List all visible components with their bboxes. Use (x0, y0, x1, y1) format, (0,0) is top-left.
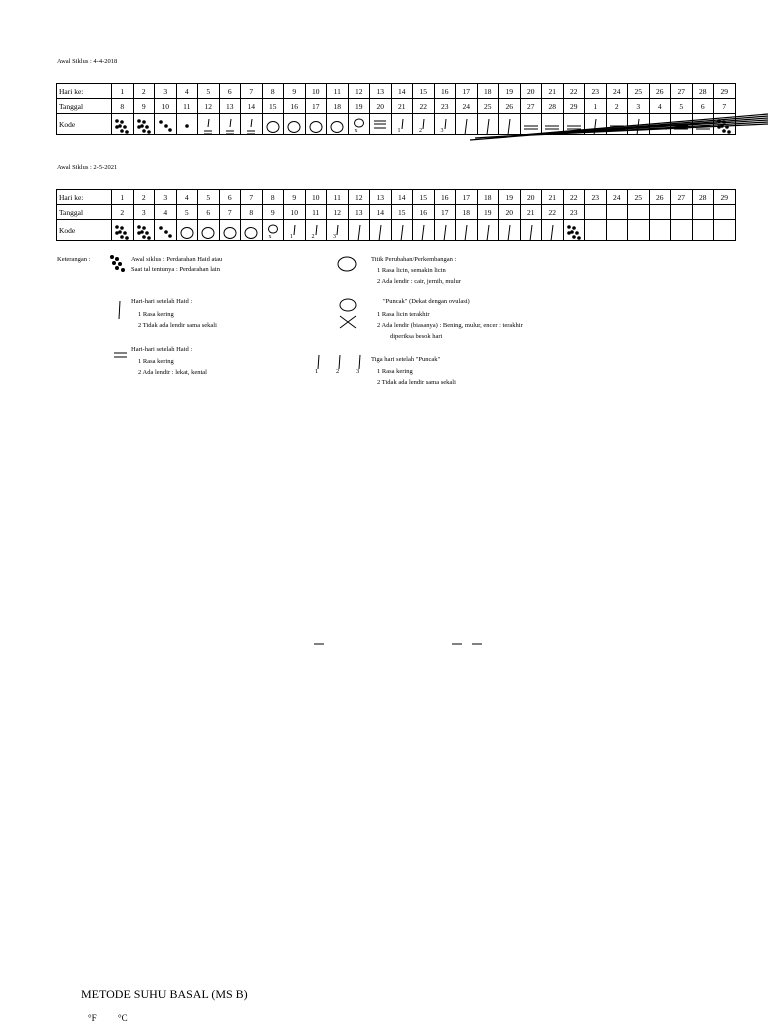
date-cell: 18 (456, 205, 478, 220)
code-cell (176, 220, 198, 241)
empty-icon (609, 224, 625, 241)
day-cell: 23 (585, 84, 607, 99)
line-num-icon (437, 118, 453, 135)
bleed-heavy-icon (114, 118, 130, 135)
cycle2-table (56, 189, 736, 241)
date-cell: 11 (176, 99, 198, 114)
code-cell (241, 114, 263, 135)
date-cell: 24 (456, 99, 478, 114)
date-cell: 10 (284, 205, 306, 220)
code-cell (413, 114, 435, 135)
empty-icon (673, 224, 689, 241)
row-label: Kode (57, 220, 112, 241)
date-cell: 28 (542, 99, 564, 114)
circle-icon (265, 118, 281, 135)
dry-after-item: 1 Rasa kering (138, 311, 174, 318)
code-number: 3 (440, 128, 444, 134)
line-icon (394, 224, 410, 241)
day-cell: 10 (305, 190, 327, 205)
date-cell: 1 (585, 99, 607, 114)
three-after-num: 3 (356, 368, 360, 375)
bleeding-line1: Awal siklus : Perdarahan Haid atau (131, 256, 223, 263)
empty-icon (587, 224, 603, 241)
date-cell: 2 (112, 205, 134, 220)
date-cell: 11 (305, 205, 327, 220)
day-cell: 9 (284, 190, 306, 205)
date-cell: 26 (499, 99, 521, 114)
cycle2-date-row (57, 205, 736, 220)
day-cell: 2 (133, 84, 155, 99)
change-item: 1 Rasa licin, semakin licin (377, 267, 446, 274)
peak-item: diperiksa besok hari (390, 333, 443, 340)
code-number: x (268, 234, 272, 240)
three-after-item: 2 Tidak ada lendir sama sekali (377, 379, 456, 386)
line-icon (523, 224, 539, 241)
date-cell: 9 (133, 99, 155, 114)
day-cell: 28 (692, 190, 714, 205)
stray-dashes (312, 640, 487, 648)
peak-icon (337, 298, 359, 330)
code-cell (692, 220, 714, 241)
code-cell (284, 220, 306, 241)
day-cell: 14 (391, 84, 413, 99)
equals-icon (113, 350, 129, 360)
date-cell: 21 (520, 205, 542, 220)
code-cell (348, 114, 370, 135)
day-cell: 12 (348, 190, 370, 205)
date-cell: 7 (219, 205, 241, 220)
code-cell (327, 114, 349, 135)
date-cell: 14 (370, 205, 392, 220)
date-cell: 20 (499, 205, 521, 220)
day-cell: 23 (585, 190, 607, 205)
three-after-title: Tiga hari setelah "Puncak" (371, 356, 441, 363)
date-cell: 23 (434, 99, 456, 114)
date-cell: 16 (413, 205, 435, 220)
code-cell (348, 220, 370, 241)
line-num-icon (394, 118, 410, 135)
day-cell: 15 (413, 190, 435, 205)
code-cell (370, 114, 392, 135)
day-cell: 9 (284, 84, 306, 99)
dry-after-title: Hari-hari setelah Haid : (131, 298, 193, 305)
code-number: 1 (290, 234, 293, 240)
bleed-heavy-icon (136, 224, 152, 241)
sticky-after-item: 1 Rasa kering (138, 358, 174, 365)
date-cell: 20 (370, 99, 392, 114)
peak-icon (351, 118, 367, 135)
code-cell (176, 114, 198, 135)
date-cell: 6 (692, 99, 714, 114)
three-after-item: 1 Rasa kering (377, 368, 413, 375)
code-cell (563, 220, 585, 241)
date-cell: 5 (671, 99, 693, 114)
code-cell (671, 220, 693, 241)
day-cell: 1 (112, 84, 134, 99)
circle-icon (179, 224, 195, 241)
eq-line-icon (243, 118, 259, 135)
date-cell: 19 (348, 99, 370, 114)
date-cell: 2 (606, 99, 628, 114)
day-cell: 3 (155, 84, 177, 99)
peak-item: 2 Ada lendir (biasanya) : Bening, mulur, encer : terakhir (377, 322, 523, 329)
peak-icon (265, 224, 281, 241)
circle-icon (336, 256, 358, 272)
day-cell: 6 (219, 190, 241, 205)
code-number: 3 (333, 234, 336, 240)
code-cell (391, 220, 413, 241)
bleed-light-icon (157, 224, 173, 241)
day-cell: 14 (391, 190, 413, 205)
scribble-marks (470, 110, 768, 146)
date-cell: 19 (477, 205, 499, 220)
peak-item: 1 Rasa licin terakhir (377, 311, 430, 318)
code-number: 2 (419, 128, 422, 134)
day-cell: 21 (542, 84, 564, 99)
code-cell (520, 220, 542, 241)
day-cell: 12 (348, 84, 370, 99)
eq-line-icon (222, 118, 238, 135)
day-cell: 16 (434, 84, 456, 99)
date-cell (692, 205, 714, 220)
date-cell: 15 (391, 205, 413, 220)
code-cell (219, 114, 241, 135)
date-cell: 12 (198, 99, 220, 114)
code-cell (133, 114, 155, 135)
day-cell: 11 (327, 84, 349, 99)
code-cell (112, 114, 134, 135)
date-cell: 17 (434, 205, 456, 220)
date-cell: 14 (241, 99, 263, 114)
date-cell: 3 (133, 205, 155, 220)
code-cell (198, 220, 220, 241)
code-cell (112, 220, 134, 241)
day-cell: 10 (305, 84, 327, 99)
day-cell: 29 (714, 84, 736, 99)
bleed-light-icon (157, 118, 173, 135)
code-cell (219, 220, 241, 241)
day-cell: 6 (219, 84, 241, 99)
row-label: Hari ke: (57, 84, 112, 99)
code-cell (413, 220, 435, 241)
date-cell: 6 (198, 205, 220, 220)
day-cell: 8 (262, 84, 284, 99)
day-cell: 15 (413, 84, 435, 99)
code-cell (327, 220, 349, 241)
date-cell: 8 (112, 99, 134, 114)
day-cell: 1 (112, 190, 134, 205)
date-cell: 17 (305, 99, 327, 114)
date-cell (585, 205, 607, 220)
line-icon (501, 224, 517, 241)
code-number: x (354, 128, 358, 134)
line-icon (351, 224, 367, 241)
row-label: Kode (57, 114, 112, 135)
cycle2-code-row (57, 220, 736, 241)
date-cell: 13 (219, 99, 241, 114)
date-cell: 7 (714, 99, 736, 114)
date-cell: 22 (413, 99, 435, 114)
day-cell: 16 (434, 190, 456, 205)
code-cell (198, 114, 220, 135)
date-cell: 16 (284, 99, 306, 114)
day-cell: 24 (606, 84, 628, 99)
day-cell: 3 (155, 190, 177, 205)
cycle2-day-row (57, 190, 736, 205)
code-number: 1 (397, 128, 401, 134)
date-cell (628, 205, 650, 220)
bleeding-line2: Saat tal tentunya : Perdarahan lain (131, 266, 220, 273)
legend-heading: Keterangan : (57, 256, 91, 263)
day-cell: 17 (456, 190, 478, 205)
eq-line-icon (200, 118, 216, 135)
empty-icon (695, 224, 711, 241)
date-cell: 4 (155, 205, 177, 220)
code-cell (606, 220, 628, 241)
day-cell: 27 (671, 190, 693, 205)
bleed-heavy-icon (114, 224, 130, 241)
circle-icon (308, 118, 324, 135)
date-cell: 13 (348, 205, 370, 220)
day-cell: 11 (327, 190, 349, 205)
day-cell: 5 (198, 190, 220, 205)
line-icon (415, 224, 431, 241)
day-cell: 17 (456, 84, 478, 99)
line-num-icon (308, 224, 324, 241)
three-after-num: 1 (315, 368, 319, 375)
code-cell (133, 220, 155, 241)
line-icon (480, 224, 496, 241)
day-cell: 13 (370, 190, 392, 205)
day-cell: 19 (499, 190, 521, 205)
eq-dbl-icon (372, 118, 388, 135)
dry-line-icon (115, 300, 125, 320)
empty-icon (630, 224, 646, 241)
date-cell: 23 (563, 205, 585, 220)
cycle2-start-label: Awal Siklus : 2-5-2021 (57, 164, 118, 171)
date-cell: 12 (327, 205, 349, 220)
code-cell (284, 114, 306, 135)
date-cell: 18 (327, 99, 349, 114)
three-after-num: 2 (336, 368, 340, 375)
code-cell (542, 220, 564, 241)
code-number: 2 (311, 234, 315, 240)
date-cell: 4 (649, 99, 671, 114)
day-cell: 26 (649, 84, 671, 99)
code-cell (585, 220, 607, 241)
code-cell (434, 220, 456, 241)
day-cell: 8 (262, 190, 284, 205)
code-cell (477, 220, 499, 241)
code-cell (305, 220, 327, 241)
circle-icon (329, 118, 345, 135)
code-cell (628, 220, 650, 241)
date-cell: 27 (520, 99, 542, 114)
sticky-after-title: Hari-hari setelah Haid : (131, 346, 193, 353)
row-label: Tanggal (57, 99, 112, 114)
circle-icon (200, 224, 216, 241)
day-cell: 25 (628, 190, 650, 205)
change-item: 2 Ada lendir : cair, jernih, mulur (377, 278, 461, 285)
code-cell (305, 114, 327, 135)
line-icon (437, 224, 453, 241)
date-cell: 21 (391, 99, 413, 114)
change-title: Titik Perubahan/Perkembangan : (371, 256, 457, 263)
line-num-icon (286, 224, 302, 241)
day-cell: 18 (477, 84, 499, 99)
code-cell (391, 114, 413, 135)
line-icon (544, 224, 560, 241)
code-cell (155, 114, 177, 135)
date-cell (714, 205, 736, 220)
sticky-after-item: 2 Ada lendir : lekat, kental (138, 369, 207, 376)
date-cell: 15 (262, 99, 284, 114)
day-cell: 4 (176, 84, 198, 99)
bleeding-icon (108, 254, 128, 274)
date-cell: 29 (563, 99, 585, 114)
date-cell: 5 (176, 205, 198, 220)
line-icon (372, 224, 388, 241)
code-cell (456, 220, 478, 241)
day-cell: 20 (520, 84, 542, 99)
date-cell (671, 205, 693, 220)
day-cell: 2 (133, 190, 155, 205)
circle-icon (286, 118, 302, 135)
day-cell: 25 (628, 84, 650, 99)
row-label: Hari ke: (57, 190, 112, 205)
day-cell: 22 (563, 84, 585, 99)
date-cell: 25 (477, 99, 499, 114)
day-cell: 24 (606, 190, 628, 205)
line-num-icon (329, 224, 345, 241)
code-cell (241, 220, 263, 241)
code-cell (262, 220, 284, 241)
date-cell (606, 205, 628, 220)
day-cell: 19 (499, 84, 521, 99)
code-cell (649, 220, 671, 241)
day-cell: 13 (370, 84, 392, 99)
day-cell: 27 (671, 84, 693, 99)
bleed-heavy-icon (136, 118, 152, 135)
bleed-heavy-icon (566, 224, 582, 241)
unit-celsius: °C (118, 1013, 128, 1023)
day-cell: 7 (241, 84, 263, 99)
line-num-icon (415, 118, 431, 135)
code-cell (262, 114, 284, 135)
day-cell: 21 (542, 190, 564, 205)
date-cell (649, 205, 671, 220)
code-cell (155, 220, 177, 241)
code-cell (370, 220, 392, 241)
day-cell: 7 (241, 190, 263, 205)
day-cell: 20 (520, 190, 542, 205)
dry-after-item: 2 Tidak ada lendir sama sekali (138, 322, 217, 329)
circle-icon (222, 224, 238, 241)
day-cell: 18 (477, 190, 499, 205)
cycle1-day-row (57, 84, 736, 99)
date-cell: 22 (542, 205, 564, 220)
code-cell (434, 114, 456, 135)
date-cell: 9 (262, 205, 284, 220)
empty-icon (652, 224, 668, 241)
circle-icon (243, 224, 259, 241)
code-cell (714, 220, 736, 241)
line-icon (458, 224, 474, 241)
day-cell: 5 (198, 84, 220, 99)
day-cell: 22 (563, 190, 585, 205)
date-cell: 10 (155, 99, 177, 114)
unit-fahrenheit: °F (88, 1013, 97, 1023)
day-cell: 4 (176, 190, 198, 205)
empty-icon (716, 224, 732, 241)
day-cell: 28 (692, 84, 714, 99)
row-label: Tanggal (57, 205, 112, 220)
msb-title: METODE SUHU BASAL (MS B) (81, 987, 248, 1001)
code-cell (499, 220, 521, 241)
date-cell: 3 (628, 99, 650, 114)
cycle1-start-label: Awal Siklus : 4-4-2018 (57, 58, 118, 65)
day-cell: 29 (714, 190, 736, 205)
date-cell: 8 (241, 205, 263, 220)
day-cell: 26 (649, 190, 671, 205)
bleed-spot-icon (179, 118, 195, 135)
peak-title: "Puncak" (Dekat dengan ovulasi) (383, 298, 470, 305)
